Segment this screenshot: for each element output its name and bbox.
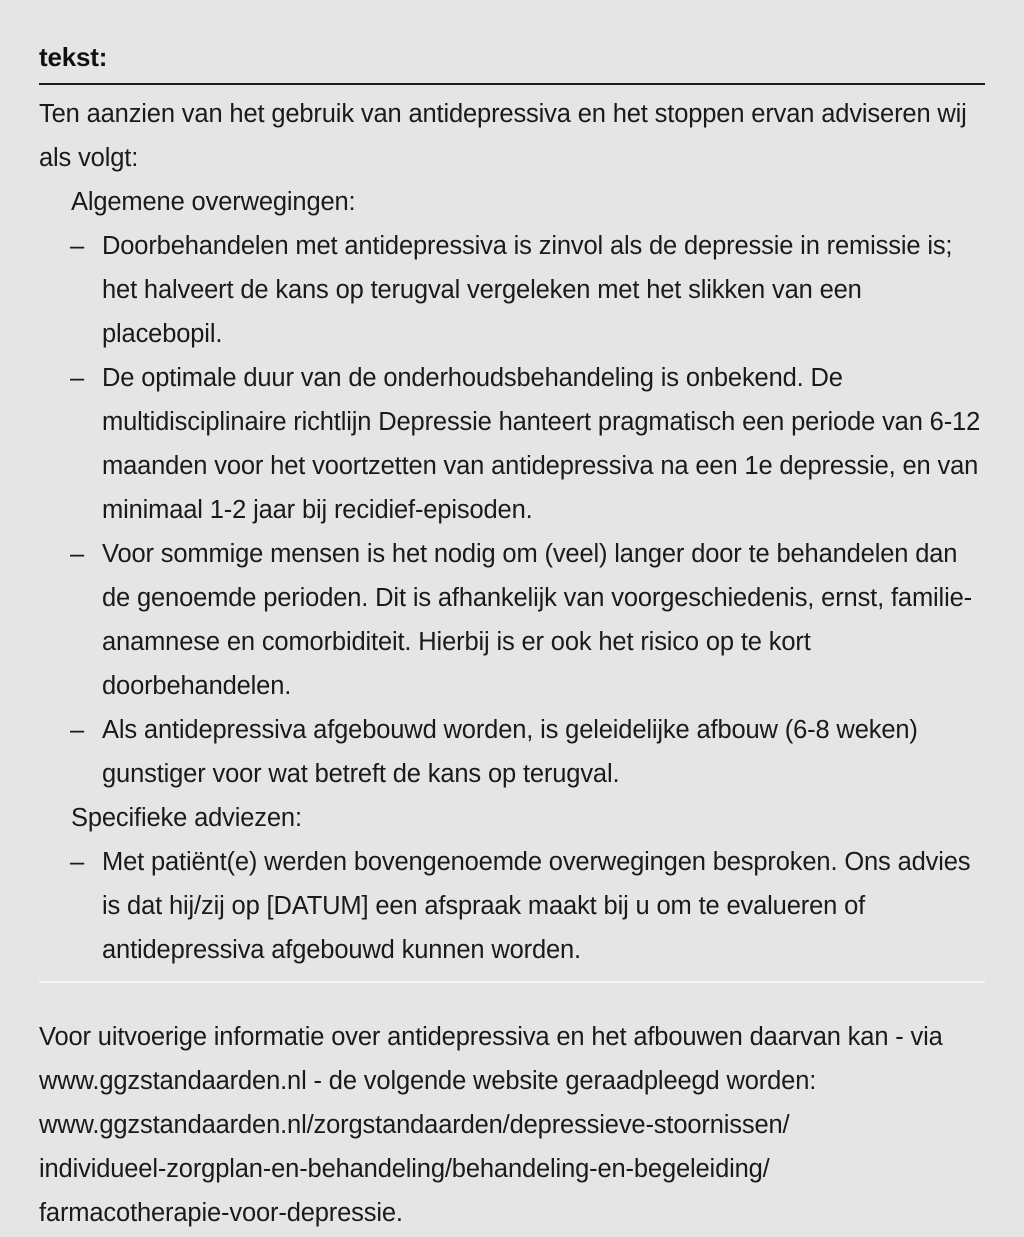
dash-bullet-icon: –	[70, 540, 85, 568]
body-footer-divider	[39, 981, 985, 983]
section-heading: tekst:	[39, 42, 108, 72]
dash-bullet-icon: –	[70, 364, 85, 392]
list-item	[39, 224, 985, 356]
document-body	[39, 92, 985, 972]
list-item	[39, 840, 985, 972]
list-item-text: Voor sommige mensen is het nodig om (veel) langer door te behandelen dan de genoemde perioden. Dit is afhankelijk van voorgeschiedenis, ernst, familie-anamnese en comorbiditeit. Hierbij is er ook het risico op te kort doorbehandelen.	[102, 540, 972, 700]
group-subheading: Specifieke adviezen:	[71, 804, 302, 832]
list-item-text: De optimale duur van de onderhoudsbehandeling is onbekend. De multidisciplinaire richtlijn Depressie hanteert pragmatisch een periode van 6-12 maanden voor het voortzetten van antidepressiva na een 1e depressie, en van minimaal 1-2 jaar bij recidief-episoden.	[102, 364, 981, 524]
list-item-text: Als antidepressiva afgebouwd worden, is geleidelijke afbouw (6-8 weken) gunstiger voor wat betreft de kans op terugval.	[102, 716, 918, 788]
list-item	[39, 356, 985, 532]
list-item-text: Doorbehandelen met antidepressiva is zinvol als de depressie in remissie is; het halveert de kans op terugval vergeleken met het slikken van een placebopil.	[102, 232, 953, 348]
dash-bullet-icon: –	[70, 232, 85, 260]
dash-bullet-icon: –	[70, 716, 85, 744]
list-item	[39, 708, 985, 796]
footer-note	[39, 1015, 985, 1235]
group-specific	[39, 796, 985, 972]
list-item-text: Met patiënt(e) werden bovengenoemde overwegingen besproken. Ons advies is dat hij/zij op [DATUM] een afspraak maakt bij u om te evalueren of antidepressiva afgebouwd kunnen worden.	[102, 848, 971, 964]
footer-url-line: www.ggzstandaarden.nl/zorgstandaarden/depressieve-stoornissen/	[39, 1111, 790, 1139]
footer-intro-paragraph: Voor uitvoerige informatie over antidepressiva en het afbouwen daarvan kan - via www.ggzstandaarden.nl - de volgende website geraadpleegd worden:	[39, 1023, 943, 1095]
footer-url-line: individueel-zorgplan-en-behandeling/behandeling-en-begeleiding/	[39, 1155, 770, 1183]
group-subheading: Algemene overwegingen:	[71, 188, 356, 216]
footer-url-line: farmacotherapie-voor-depressie.	[39, 1199, 403, 1227]
heading-divider	[39, 83, 985, 85]
dash-bullet-icon: –	[70, 848, 85, 876]
list-item	[39, 532, 985, 708]
intro-paragraph: Ten aanzien van het gebruik van antidepressiva en het stoppen ervan adviseren wij als volgt:	[39, 100, 967, 172]
group-general	[39, 180, 985, 796]
